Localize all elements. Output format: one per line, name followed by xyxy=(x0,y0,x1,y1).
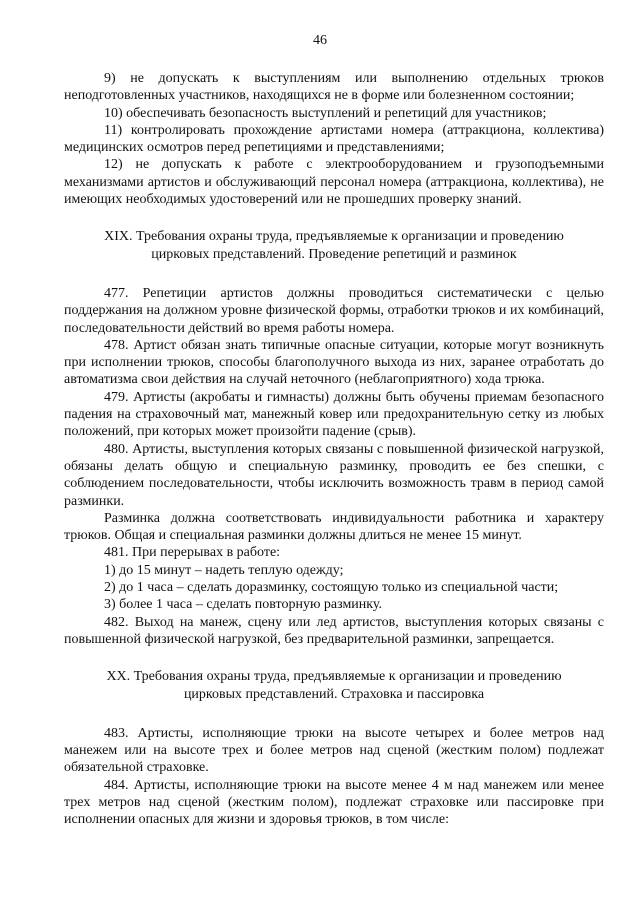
paragraph-484: 484. Артисты, исполняющие трюки на высоте менее 4 м над манежем или менее трех метров над сценой (жестким полом), подлежат страховке или пассировке при исполнении опасных для жизни и здоровья трюков, в том числе: xyxy=(64,777,604,828)
paragraph-480: 480. Артисты, выступления которых связаны с повышенной физической нагрузкой, обязаны делать общую и специальную разминку, проводить ее без спешки, с соблюдением последовательности, чтобы исключить возможность травм в период самой разминки. xyxy=(64,441,604,509)
paragraph-warmup: Разминка должна соответствовать индивидуальности работника и характеру трюков. Общая и специальная разминки должны длиться не менее 15 минут. xyxy=(64,510,604,544)
paragraph-item-9: 9) не допускать к выступлениям или выполнению отдельных трюков неподготовленных участников, находящихся не в форме или болезненном состоянии; xyxy=(64,71,604,104)
paragraph-item-10: 10) обеспечивать безопасность выступлений и репетиций для участников; xyxy=(104,105,547,121)
paragraph-item-11: 11) контролировать прохождение артистами номера (аттракциона, коллектива) медицинских осмотров перед репетициями и представлениями; xyxy=(64,122,604,156)
list-item-481-1: 1) до 15 минут – надеть теплую одежду; xyxy=(104,562,344,578)
section-heading-xx: XX. Требования охраны труда, предъявляемые к организации и проведению цирковых представлений. Страховка и пассировка xyxy=(106,669,562,702)
document-body xyxy=(64,70,604,829)
list-item-481-3: 3) более 1 часа – сделать повторную разминку. xyxy=(104,597,382,613)
paragraph-482: 482. Выход на манеж, сцену или лед артистов, выступления которых связаны с повышенной физической нагрузкой, без предварительной разминки, запрещается. xyxy=(64,614,604,647)
paragraph-481: 481. При перерывах в работе: xyxy=(104,545,281,561)
list-item-481-2: 2) до 1 часа – сделать доразминку, состоящую только из специальной части; xyxy=(104,580,559,596)
paragraph-479: 479. Артисты (акробаты и гимнасты) должны быть обучены приемам безопасного падения на страховочный мат, манежный ковер или предохранительную сетку из любых положений, при которых может произойти падение (срыв). xyxy=(64,389,604,440)
paragraph-478: 478. Артист обязан знать типичные опасные ситуации, которые могут возникнуть при исполнении трюков, способы благополучного выхода из них, заранее отработать до автоматизма свои действия на случай неточного (неблагоприятного) хода трюка. xyxy=(64,337,604,388)
page-number: 46 xyxy=(313,33,327,48)
paragraph-item-12: 12) не допускать к работе с электрооборудованием и грузоподъемными механизмами артистов и обслуживающий персонал номера (аттракциона, коллектива), не имеющих необходимых удостоверений или не прошедших проверку знаний. xyxy=(64,157,604,208)
paragraph-483: 483. Артисты, исполняющие трюки на высоте четырех и более метров над манежем или на высоте трех и более метров над сценой (жестким полом) подлежат обязательной страховке. xyxy=(64,725,604,776)
paragraph-477: 477. Репетиции артистов должны проводиться систематически с целью поддержания на должном уровне физической формы, отработки трюков и их комбинаций, последовательности действий во время работы номера. xyxy=(64,285,604,336)
section-heading-xix: XIX. Требования охраны труда, предъявляемые к организации и проведению цирковых представлений. Проведение репетиций и разминок xyxy=(104,229,564,262)
